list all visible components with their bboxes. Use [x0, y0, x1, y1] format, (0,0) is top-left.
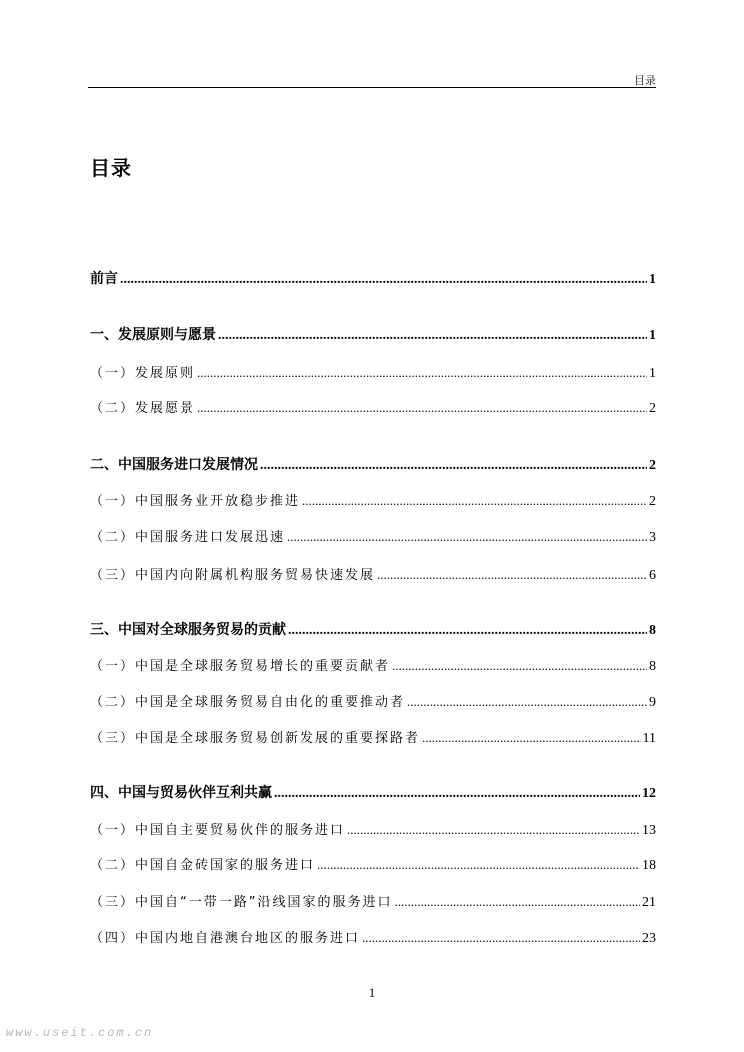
- toc-entry-page: 8: [649, 623, 656, 638]
- toc-entry-page: 2: [649, 494, 656, 509]
- toc-entry-label: 一、发展原则与愿景: [90, 327, 216, 343]
- toc-subentry[interactable]: [90, 490, 656, 510]
- toc-entry-page: 3: [649, 530, 656, 545]
- toc-entry-page: 12: [642, 786, 656, 801]
- page-number: 1: [368, 985, 376, 1000]
- toc-leader-dots: [407, 694, 647, 710]
- toc-subentry[interactable]: [90, 397, 656, 417]
- toc-entry-label: （三）中国是全球服务贸易创新发展的重要探路者: [90, 731, 421, 746]
- toc-entry-page: 8: [649, 659, 656, 674]
- toc-subentry[interactable]: [90, 362, 656, 382]
- toc-entry-label: （三）中国自“一带一路”沿线国家的服务进口: [90, 895, 393, 910]
- toc-subentry[interactable]: [90, 727, 656, 747]
- toc-entry[interactable]: [90, 324, 656, 344]
- watermark-text: www.useit.com.cn: [6, 1026, 154, 1040]
- running-header-label: 目录: [634, 74, 656, 87]
- toc-entry-page: 2: [649, 401, 656, 416]
- toc-entry-page: 2: [649, 458, 656, 473]
- toc-subentry[interactable]: [90, 854, 656, 874]
- toc-leader-dots: [288, 623, 647, 639]
- toc-entry-label: （一）中国是全球服务贸易增长的重要贡献者: [90, 659, 391, 674]
- toc-entry-label: （二）发展愿景: [90, 401, 196, 416]
- toc-leader-dots: [347, 822, 640, 838]
- toc-subentry[interactable]: [90, 655, 656, 675]
- header-rule: [88, 87, 656, 88]
- toc-subentry[interactable]: [90, 526, 656, 546]
- toc-leader-dots: [274, 786, 640, 802]
- toc-entry-label: （二）中国自金砖国家的服务进口: [90, 858, 316, 873]
- toc-leader-dots: [197, 400, 647, 416]
- toc-subentry[interactable]: [90, 891, 656, 911]
- toc-entry-page: 18: [642, 858, 656, 873]
- toc-subentry[interactable]: [90, 564, 656, 584]
- toc-entry-page: 6: [649, 568, 656, 583]
- toc-entry-page: 1: [649, 328, 656, 343]
- toc-entry-page: 21: [642, 895, 656, 910]
- toc-leader-dots: [302, 493, 647, 509]
- toc-entry[interactable]: [90, 268, 656, 288]
- toc-entry[interactable]: [90, 454, 656, 474]
- toc-subentry[interactable]: [90, 819, 656, 839]
- toc-entry-label: （四）中国内地自港澳台地区的服务进口: [90, 931, 361, 946]
- toc-subentry[interactable]: [90, 691, 656, 711]
- toc-entry[interactable]: [90, 619, 656, 639]
- toc-entry-label: （三）中国内向附属机构服务贸易快速发展: [90, 568, 376, 583]
- toc-leader-dots: [317, 857, 640, 873]
- toc-leader-dots: [120, 272, 647, 288]
- toc-entry-page: 1: [649, 366, 656, 381]
- toc-entry-page: 9: [649, 695, 656, 710]
- toc-entry[interactable]: [90, 782, 656, 802]
- toc-entry-label: （二）中国服务进口发展迅速: [90, 530, 286, 545]
- toc-leader-dots: [260, 458, 647, 474]
- toc-leader-dots: [218, 328, 647, 344]
- toc-entry-label: （一）发展原则: [90, 366, 196, 381]
- toc-leader-dots: [394, 894, 640, 910]
- page-title: 目录: [90, 156, 132, 180]
- toc-entry-label: 三、中国对全球服务贸易的贡献: [90, 622, 286, 638]
- toc-leader-dots: [197, 365, 647, 381]
- toc-entry-label: 前言: [90, 271, 118, 287]
- toc-entry-label: （一）中国自主要贸易伙伴的服务进口: [90, 823, 346, 838]
- toc-leader-dots: [362, 930, 640, 946]
- toc-leader-dots: [392, 658, 647, 674]
- toc-entry-label: （一）中国服务业开放稳步推进: [90, 494, 301, 509]
- toc-entry-page: 23: [642, 931, 656, 946]
- toc-entry-label: 四、中国与贸易伙伴互利共赢: [90, 785, 272, 801]
- toc-entry-label: （二）中国是全球服务贸易自由化的重要推动者: [90, 695, 406, 710]
- toc-leader-dots: [287, 529, 647, 545]
- toc-entry-page: 11: [642, 731, 656, 746]
- toc-entry-page: 13: [642, 823, 656, 838]
- toc-leader-dots: [377, 567, 647, 583]
- toc-leader-dots: [422, 730, 641, 746]
- toc-entry-page: 1: [649, 272, 656, 287]
- toc-subentry[interactable]: [90, 927, 656, 947]
- toc-entry-label: 二、中国服务进口发展情况: [90, 457, 258, 473]
